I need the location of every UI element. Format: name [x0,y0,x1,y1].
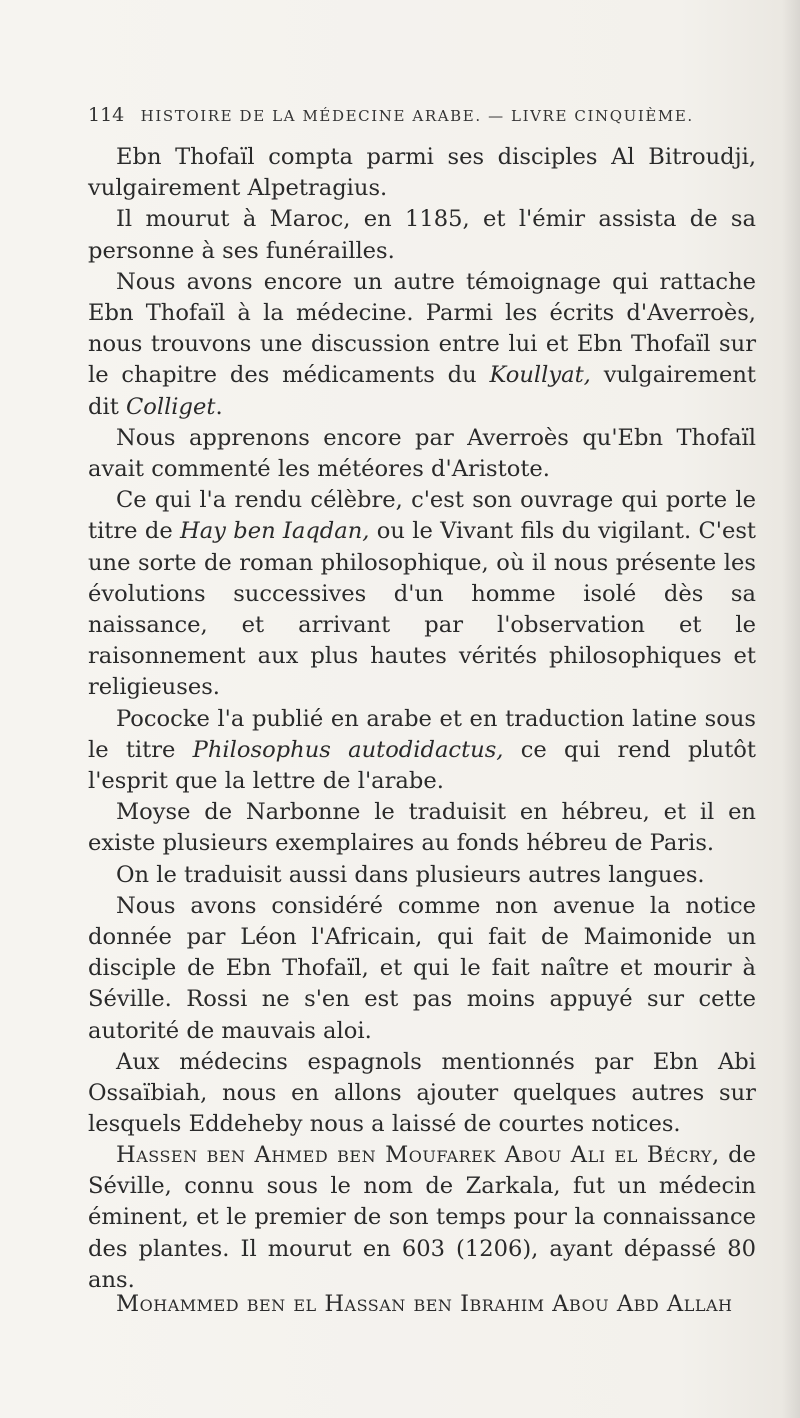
paragraph: Ebn Thofaïl compta parmi ses disciples Al Bitroudji, vulgairement Alpetragius. [88,144,756,202]
paragraph: Ce qui l'a rendu célèbre, c'est son ouvrage qui porte le titre de Hay ben Iaqdan, ou le Vivant fils du vigilant. C'est une sorte de roman philosophique, où il nous présente les évolutions successives d'un homme isolé dès sa naissance, et arrivant par l'observation et le raisonnement aux plus hautes vérités philosophiques et religieuses. [88,487,756,701]
running-header [88,104,748,126]
paragraph: Il mourut à Maroc, en 1185, et l'émir assista de sa personne à ses funérailles. [88,206,756,264]
biography-entry [88,1289,756,1320]
paragraph: Nous avons considéré comme non avenue la notice donnée par Léon l'Africain, qui fait de Maimonide un disciple de Ebn Thofaïl, et qui le fait naître et mourir à Séville. Rossi ne s'en est pas moins appuyé sur cette autorité de mauvais aloi. [88,892,756,1044]
paragraph: On le traduisit aussi dans plusieurs autres langues. [116,861,705,888]
paragraph: Nous apprenons encore par Averroès qu'Ebn Thofaïl avait commenté les météores d'Aristote. [88,424,756,483]
italic-title: Philosophus autodidactus, [192,736,504,763]
biography-entry [88,1140,756,1296]
italic-title: Colliget [125,393,216,420]
entry-text: de Séville, connu sous le nom de Zarkala, fut un médecin éminent, et le premier de son temps pour la connaissance des plantes. Il mourut en 603 (1206), ayant dépassé 80 ans. [88,1142,756,1293]
paragraph: Pococke l'a publié en arabe et en traduction latine sous le titre Philosophus autodidactus, ce qui rend plutôt l'esprit que la lettre de l'arabe. [88,705,756,795]
running-title: HISTOIRE DE LA MÉDECINE ARABE. — LIVRE CINQUIÈME. [140,107,694,125]
paragraph: Nous avons encore un autre témoignage qui rattache Ebn Thofaïl à la médecine. Parmi les écrits d'Averroès, nous trouvons une discussion entre lui et Ebn Thofaïl sur le chapitre des médicaments du Koullyat, vulgairement dit Colliget. [88,268,756,420]
italic-title: Koullyat, [489,362,591,389]
paragraph: Moyse de Narbonne le traduisit en hébreu, et il en existe plusieurs exemplaires au fonds hébreu de Paris. [88,799,756,857]
page-number: 114 [88,104,125,126]
body-text [88,142,756,1141]
italic-title: Hay ben Iaqdan, [180,518,370,545]
paragraph: Aux médecins espagnols mentionnés par Ebn Abi Ossaïbiah, nous en allons ajouter quelques autres sur lesquels Eddeheby nous a laissé de courtes notices. [88,1048,756,1138]
entry-name: Mohammed ben el Hassan ben Ibrahim Abou Abd Allah [116,1291,733,1317]
page-edge-shadow [782,0,800,1418]
entry-name: Hassen ben Ahmed ben Moufarek Abou Ali el Bécry, [116,1142,720,1168]
